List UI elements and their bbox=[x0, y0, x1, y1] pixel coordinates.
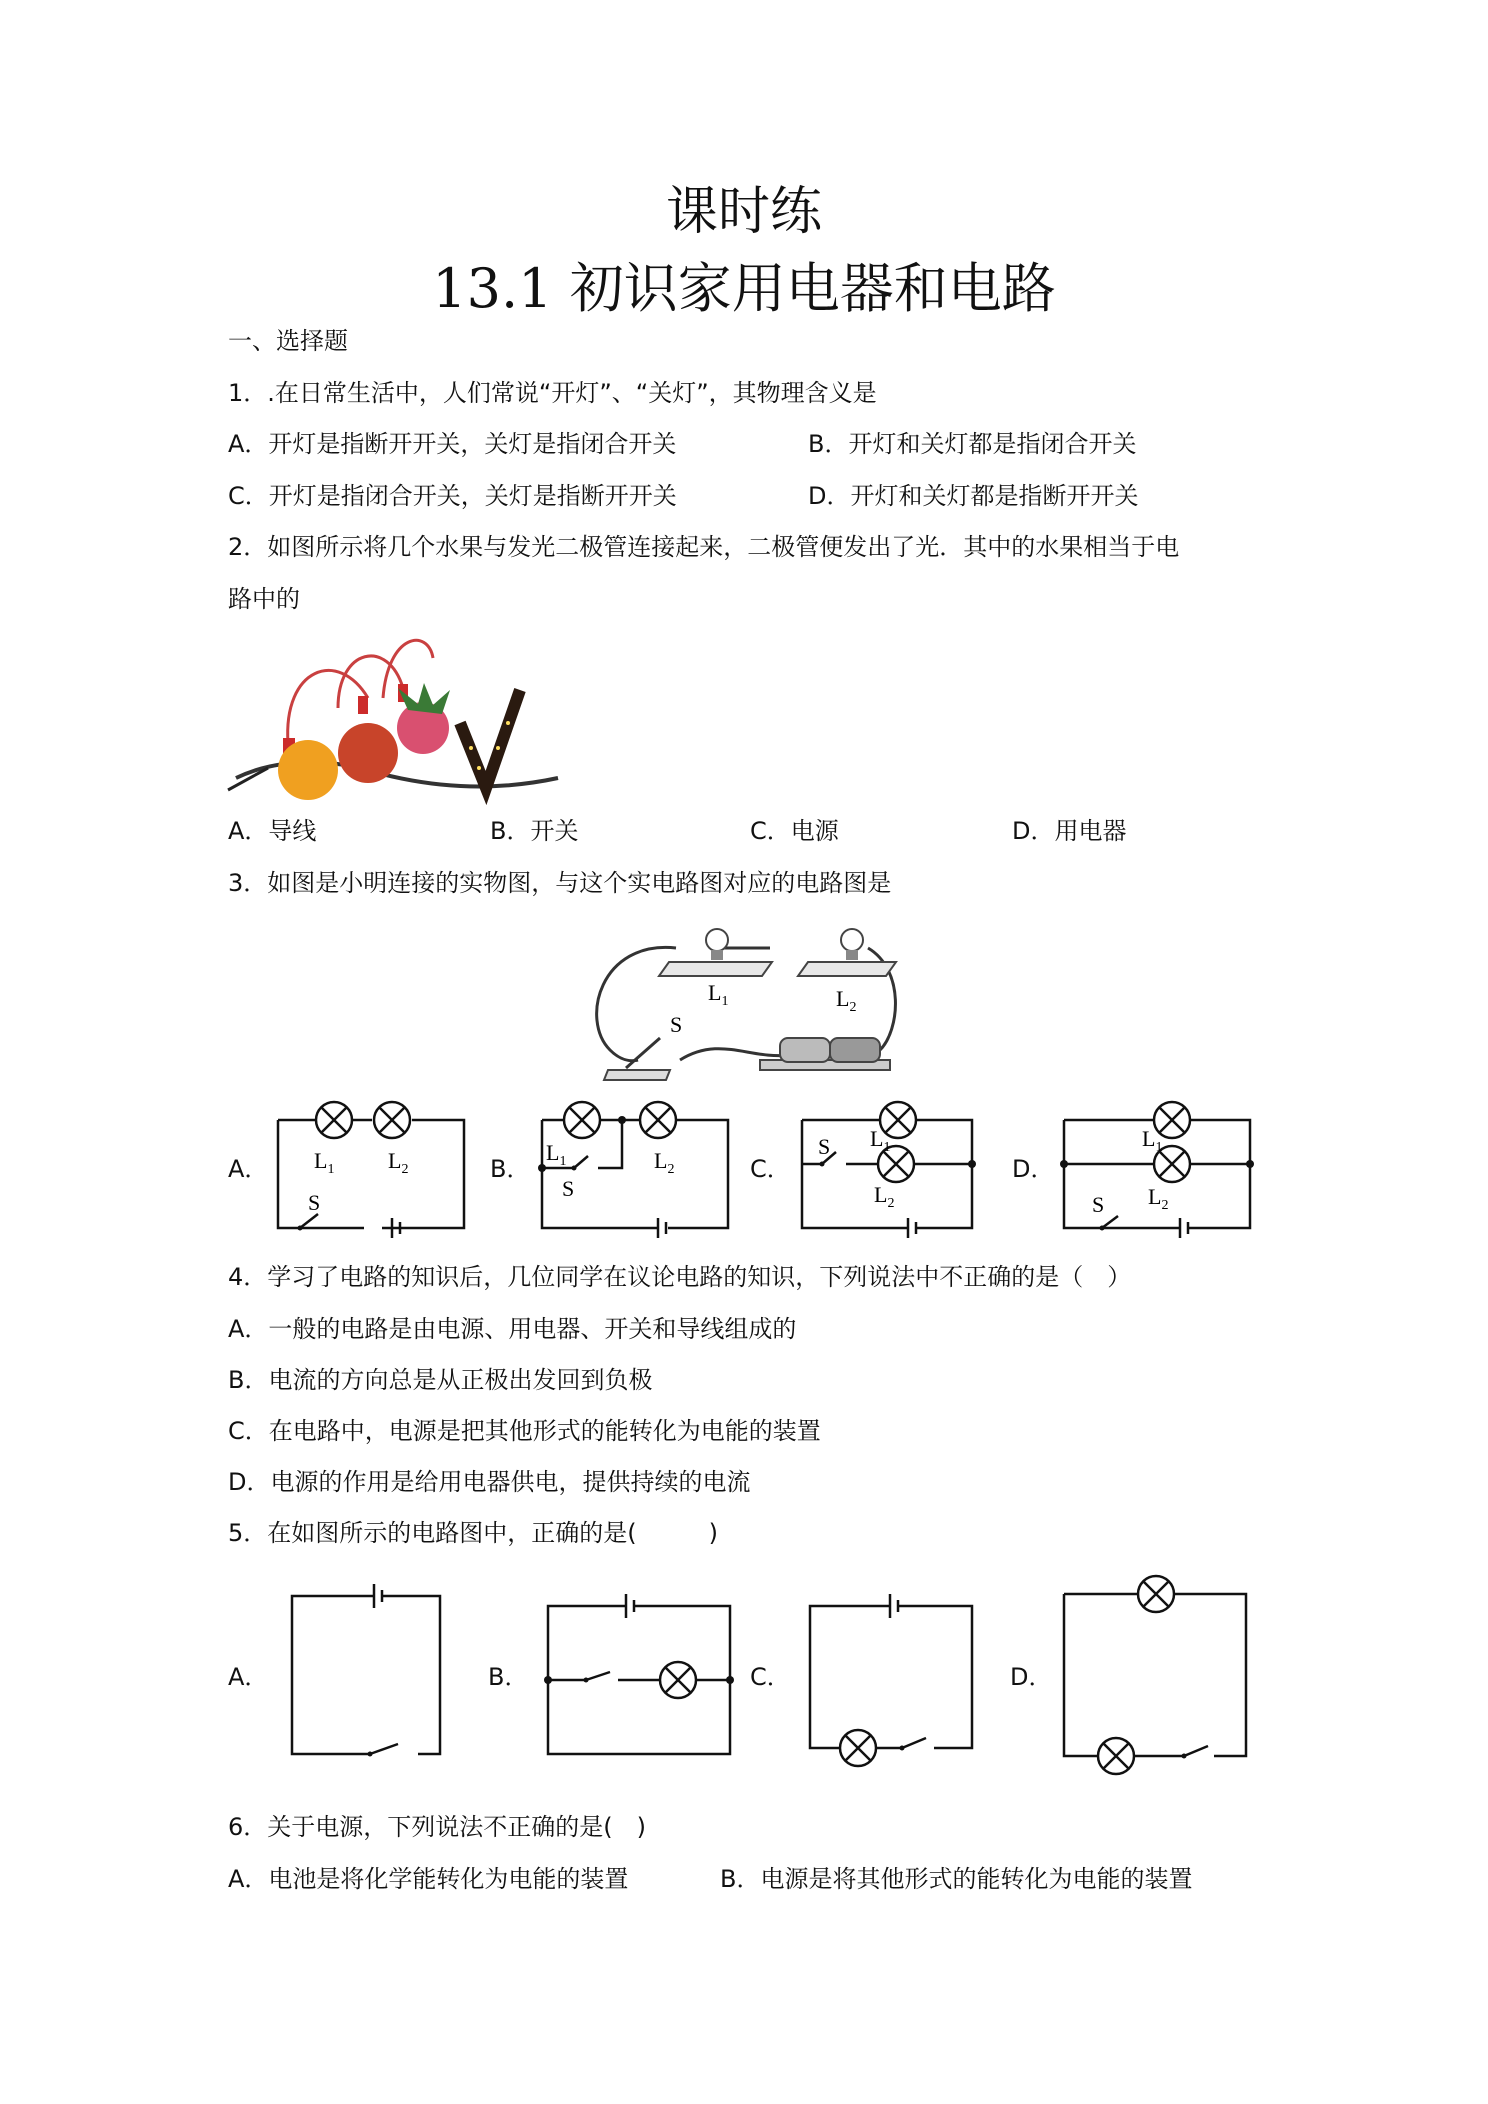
q5-circuit-b[interactable] bbox=[546, 1588, 736, 1758]
q3-circuit-a[interactable] bbox=[274, 1098, 474, 1238]
question-2-option-a[interactable]: A．导线 bbox=[228, 817, 317, 845]
svg-text:L1: $L_1$ bbox=[1142, 1126, 1163, 1155]
svg-text:L2: $L_2$ bbox=[654, 1148, 675, 1177]
question-1-option-b[interactable]: B．开灯和关灯都是指闭合开关 bbox=[808, 430, 1137, 458]
question-4-stem: 4．学习了电路的知识后，几位同学在议论电路的知识，下列说法中不正确的是（ ） bbox=[228, 1263, 1132, 1291]
section-heading: 一、选择题 bbox=[228, 327, 348, 355]
svg-text:S: S bbox=[308, 1190, 321, 1215]
question-4-option-c[interactable]: C．在电路中，电源是把其他形式的能转化为电能的装置 bbox=[228, 1417, 821, 1445]
question-5-stem: 5．在如图所示的电路图中，正确的是( ) bbox=[228, 1519, 718, 1547]
photo-label-l2: $L_2$ bbox=[836, 986, 857, 1015]
q5-circuit-a[interactable] bbox=[290, 1578, 450, 1758]
question-3-option-c[interactable]: C． bbox=[750, 1155, 791, 1183]
svg-text:L1: $L_1$ bbox=[870, 1126, 891, 1155]
question-1-option-d[interactable]: D．开灯和关灯都是指断开开关 bbox=[808, 482, 1139, 510]
question-6-option-b[interactable]: B．电源是将其他形式的能转化为电能的装置 bbox=[720, 1865, 1193, 1893]
question-2-stem-line1: 2．如图所示将几个水果与发光二极管连接起来，二极管便发出了光．其中的水果相当于电 bbox=[228, 533, 1180, 561]
question-4-option-a[interactable]: A．一般的电路是由电源、用电器、开关和导线组成的 bbox=[228, 1315, 797, 1343]
svg-text:S: S bbox=[818, 1134, 831, 1159]
question-3-option-a[interactable]: A． bbox=[228, 1155, 269, 1183]
question-5-option-a[interactable]: A． bbox=[228, 1663, 269, 1691]
svg-text:S: S bbox=[1092, 1192, 1105, 1217]
question-2-stem-line2: 路中的 bbox=[228, 585, 300, 613]
q3-circuit-b[interactable] bbox=[538, 1098, 738, 1238]
photo-label-s: S bbox=[670, 1012, 683, 1037]
q5-circuit-c[interactable] bbox=[808, 1588, 978, 1758]
real-circuit-photo bbox=[590, 920, 900, 1090]
question-6-option-a[interactable]: A．电池是将化学能转化为电能的装置 bbox=[228, 1865, 629, 1893]
question-5-option-c[interactable]: C． bbox=[750, 1663, 791, 1691]
question-3-stem: 3．如图是小明连接的实物图，与这个实电路图对应的电路图是 bbox=[228, 869, 892, 897]
fruit-led-photo bbox=[228, 628, 588, 803]
svg-text:L2: $L_2$ bbox=[1148, 1184, 1169, 1213]
q5-circuit-d[interactable] bbox=[1062, 1570, 1252, 1770]
question-1-stem: 1．.在日常生活中，人们常说“开灯”、“关灯”，其物理含义是 bbox=[228, 379, 877, 407]
q3-circuit-c[interactable] bbox=[798, 1098, 988, 1238]
question-3-option-d[interactable]: D． bbox=[1012, 1155, 1055, 1183]
page-title: 课时练 bbox=[665, 182, 822, 242]
svg-text:L1: $L_1$ bbox=[314, 1148, 335, 1177]
question-3-option-b[interactable]: B． bbox=[490, 1155, 531, 1183]
question-1-option-a[interactable]: A．开灯是指断开开关，关灯是指闭合开关 bbox=[228, 430, 677, 458]
svg-text:L2: $L_2$ bbox=[874, 1182, 895, 1211]
svg-text:L1: $L_1$ bbox=[546, 1140, 567, 1169]
question-2-option-b[interactable]: B．开关 bbox=[490, 817, 579, 845]
question-4-option-d[interactable]: D．电源的作用是给用电器供电，提供持续的电流 bbox=[228, 1468, 751, 1496]
question-6-stem: 6．关于电源，下列说法不正确的是( ) bbox=[228, 1813, 646, 1841]
svg-text:L2: $L_2$ bbox=[388, 1148, 409, 1177]
question-1-option-c[interactable]: C．开灯是指闭合开关，关灯是指断开开关 bbox=[228, 482, 677, 510]
page-subtitle: 13.1 初识家用电器和电路 bbox=[432, 257, 1056, 320]
question-5-option-b[interactable]: B． bbox=[488, 1663, 529, 1691]
question-2-option-d[interactable]: D．用电器 bbox=[1012, 817, 1127, 845]
svg-text:S: S bbox=[562, 1176, 575, 1201]
question-4-option-b[interactable]: B．电流的方向总是从正极出发回到负极 bbox=[228, 1366, 653, 1394]
question-2-option-c[interactable]: C．电源 bbox=[750, 817, 839, 845]
photo-label-l1: $L_1$ bbox=[708, 980, 729, 1009]
q3-circuit-d[interactable] bbox=[1060, 1098, 1260, 1238]
question-5-option-d[interactable]: D． bbox=[1010, 1663, 1053, 1691]
